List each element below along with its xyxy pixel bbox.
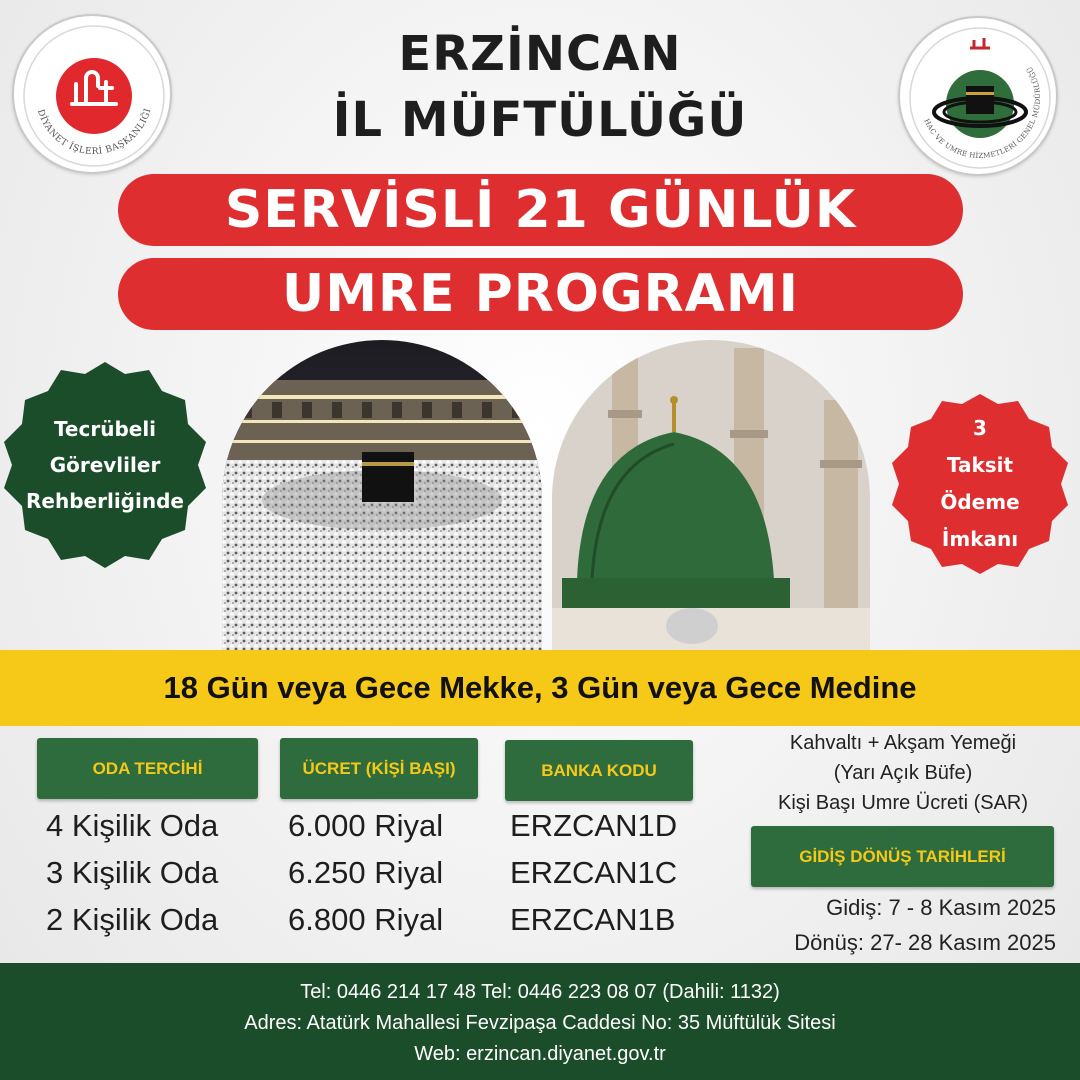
red-badge-line3: Ödeme	[940, 490, 1020, 514]
room-price: 6.250 Riyal	[288, 855, 444, 890]
kaaba-photo	[222, 340, 542, 652]
contact-footer	[0, 963, 1080, 1080]
program-subtitle-banner: UMRE PROGRAMI	[118, 258, 963, 330]
price-header: ÜCRET (KİŞİ BAŞI)	[280, 738, 478, 799]
red-badge-line4: İmkanı	[941, 527, 1019, 551]
footer-address: Adres: Atatürk Mahallesi Fevzipaşa Caddesi No: 35 Müftülük Sitesi	[244, 1012, 836, 1034]
bank-code: ERZCAN1D	[510, 808, 678, 843]
title-city: ERZİNCAN	[398, 26, 682, 82]
price-note: Kişi Başı Umre Ücreti (SAR)	[777, 792, 1029, 814]
room-option: 2 Kişilik Oda	[46, 902, 219, 937]
room-choice-header: ODA TERCİHİ	[37, 738, 258, 799]
green-badge-line3: Rehberliğinde	[26, 489, 184, 513]
green-dome-photo	[552, 340, 870, 652]
meals-note: (Yarı Açık Büfe)	[833, 762, 973, 784]
footer-web: Web: erzincan.diyanet.gov.tr	[414, 1043, 666, 1065]
hac-umre-logo	[898, 16, 1058, 176]
bank-code: ERZCAN1B	[510, 902, 676, 937]
footer-phone: Tel: 0446 214 17 48 Tel: 0446 223 08 07 (Dahili: 1132)	[300, 981, 780, 1003]
meals-info: Kahvaltı + Akşam Yemeği	[789, 732, 1017, 754]
diyanet-logo	[12, 14, 172, 174]
right-logo-text: HAC VE UMRE HİZMETLERİ GENEL MÜDÜRLÜĞÜ	[922, 64, 1043, 161]
bank-code: ERZCAN1C	[510, 855, 678, 890]
room-option: 4 Kişilik Oda	[46, 808, 219, 843]
green-badge-line2: Görevliler	[49, 453, 161, 477]
red-badge-line1: 3	[973, 416, 987, 440]
left-logo-text: DİYANET İŞLERİ BAŞKANLIĞI	[34, 107, 154, 158]
red-badge-line2: Taksit	[946, 453, 1014, 477]
room-option: 3 Kişilik Oda	[46, 855, 219, 890]
travel-dates-header: GİDİŞ DÖNÜŞ TARİHLERİ	[751, 826, 1054, 887]
title-office: İL MÜFTÜLÜĞÜ	[332, 92, 748, 148]
experienced-guides-badge	[0, 360, 210, 570]
room-price: 6.800 Riyal	[288, 902, 444, 937]
bank-code-header: BANKA KODU	[505, 740, 693, 801]
installment-badge	[888, 392, 1072, 576]
green-badge-line1: Tecrübeli	[53, 417, 157, 441]
room-price: 6.000 Riyal	[288, 808, 444, 843]
return-date: Dönüş: 27- 28 Kasım 2025	[794, 930, 1056, 955]
duration-banner: 18 Gün veya Gece Mekke, 3 Gün veya Gece Medine	[0, 650, 1080, 726]
departure-date: Gidiş: 7 - 8 Kasım 2025	[826, 895, 1056, 920]
program-title-banner: SERVİSLİ 21 GÜNLÜK	[118, 174, 963, 246]
